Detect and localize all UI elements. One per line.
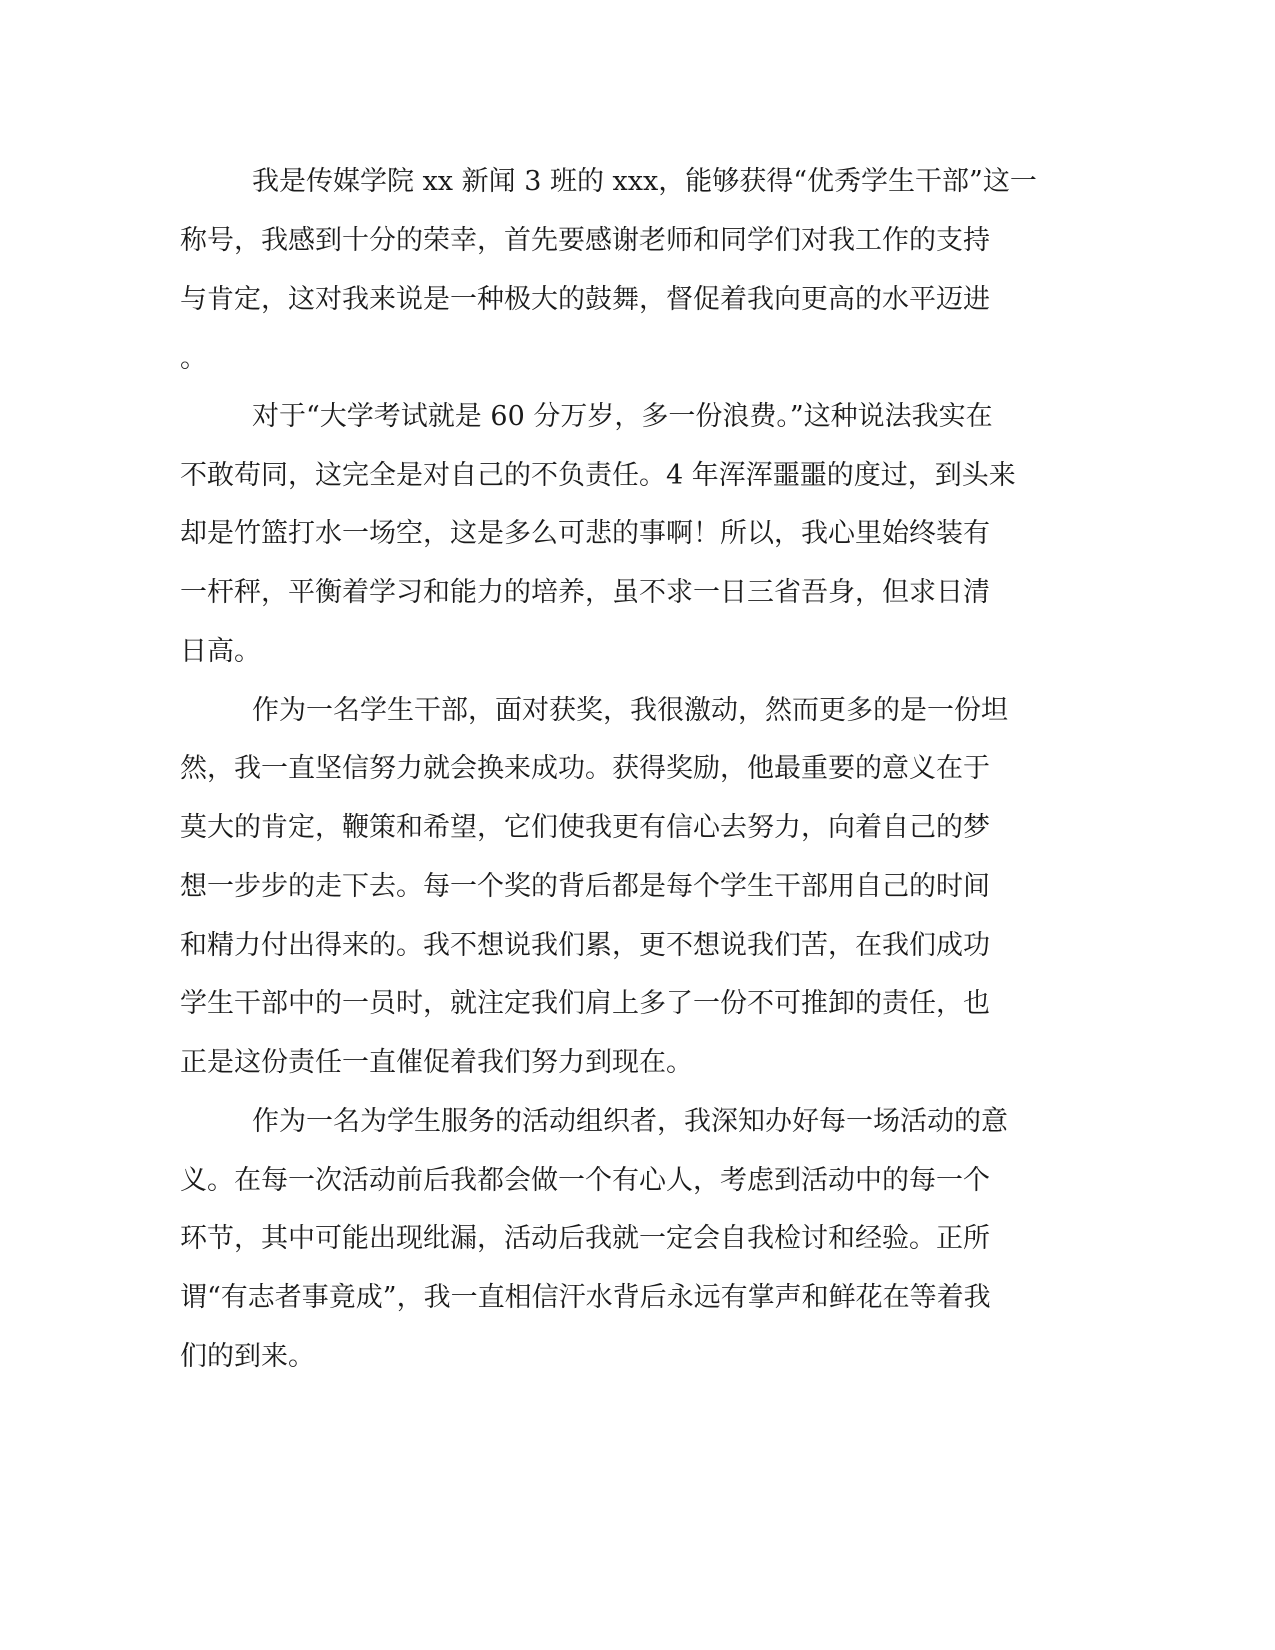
paragraph-3-line-6: 学生干部中的一员时，就注定我们肩上多了一份不可推卸的责任，也: [180, 988, 990, 1019]
paragraph-1-line-3: 与肯定，这对我来说是一种极大的鼓舞，督促着我向更高的水平迈进: [180, 284, 990, 315]
paragraph-2-line-2: 不敢苟同，这完全是对自己的不负责任。4 年浑浑噩噩的度过，到头来: [180, 460, 1016, 491]
paragraph-4-line-1: 作为一名为学生服务的活动组织者，我深知办好每一场活动的意: [252, 1106, 1008, 1137]
paragraph-1-line-1: 我是传媒学院 xx 新闻 3 班的 xxx，能够获得“优秀学生干部”这一: [252, 166, 1037, 197]
paragraph-4-line-4: 谓“有志者事竟成”，我一直相信汗水背后永远有掌声和鲜花在等着我: [180, 1282, 991, 1313]
paragraph-1-line-2: 称号，我感到十分的荣幸，首先要感谢老师和同学们对我工作的支持: [180, 225, 990, 256]
paragraph-2-line-4: 一杆秤，平衡着学习和能力的培养，虽不求一日三省吾身，但求日清: [180, 577, 990, 608]
paragraph-2-line-3: 却是竹篮打水一场空，这是多么可悲的事啊！所以，我心里始终装有: [180, 518, 990, 549]
paragraph-3-line-4: 想一步步的走下去。每一个奖的背后都是每个学生干部用自己的时间: [180, 871, 990, 902]
paragraph-1-line-4: 。: [180, 343, 207, 374]
paragraph-2-line-5: 日高。: [180, 636, 261, 667]
paragraph-4-line-2: 义。在每一次活动前后我都会做一个有心人，考虑到活动中的每一个: [180, 1165, 990, 1196]
paragraph-3-line-2: 然，我一直坚信努力就会换来成功。获得奖励，他最重要的意义在于: [180, 753, 990, 784]
paragraph-2-line-1: 对于“大学考试就是 60 分万岁，多一份浪费。”这种说法我实在: [252, 401, 993, 432]
paragraph-3-line-7: 正是这份责任一直催促着我们努力到现在。: [180, 1047, 693, 1078]
paragraph-3-line-5: 和精力付出得来的。我不想说我们累，更不想说我们苦，在我们成功: [180, 930, 990, 961]
paragraph-4-line-5: 们的到来。: [180, 1341, 315, 1372]
paragraph-3-line-1: 作为一名学生干部，面对获奖，我很激动，然而更多的是一份坦: [252, 695, 1008, 726]
paragraph-3-line-3: 莫大的肯定，鞭策和希望，它们使我更有信心去努力，向着自己的梦: [180, 812, 990, 843]
paragraph-4-line-3: 环节，其中可能出现纰漏，活动后我就一定会自我检讨和经验。正所: [180, 1223, 990, 1254]
